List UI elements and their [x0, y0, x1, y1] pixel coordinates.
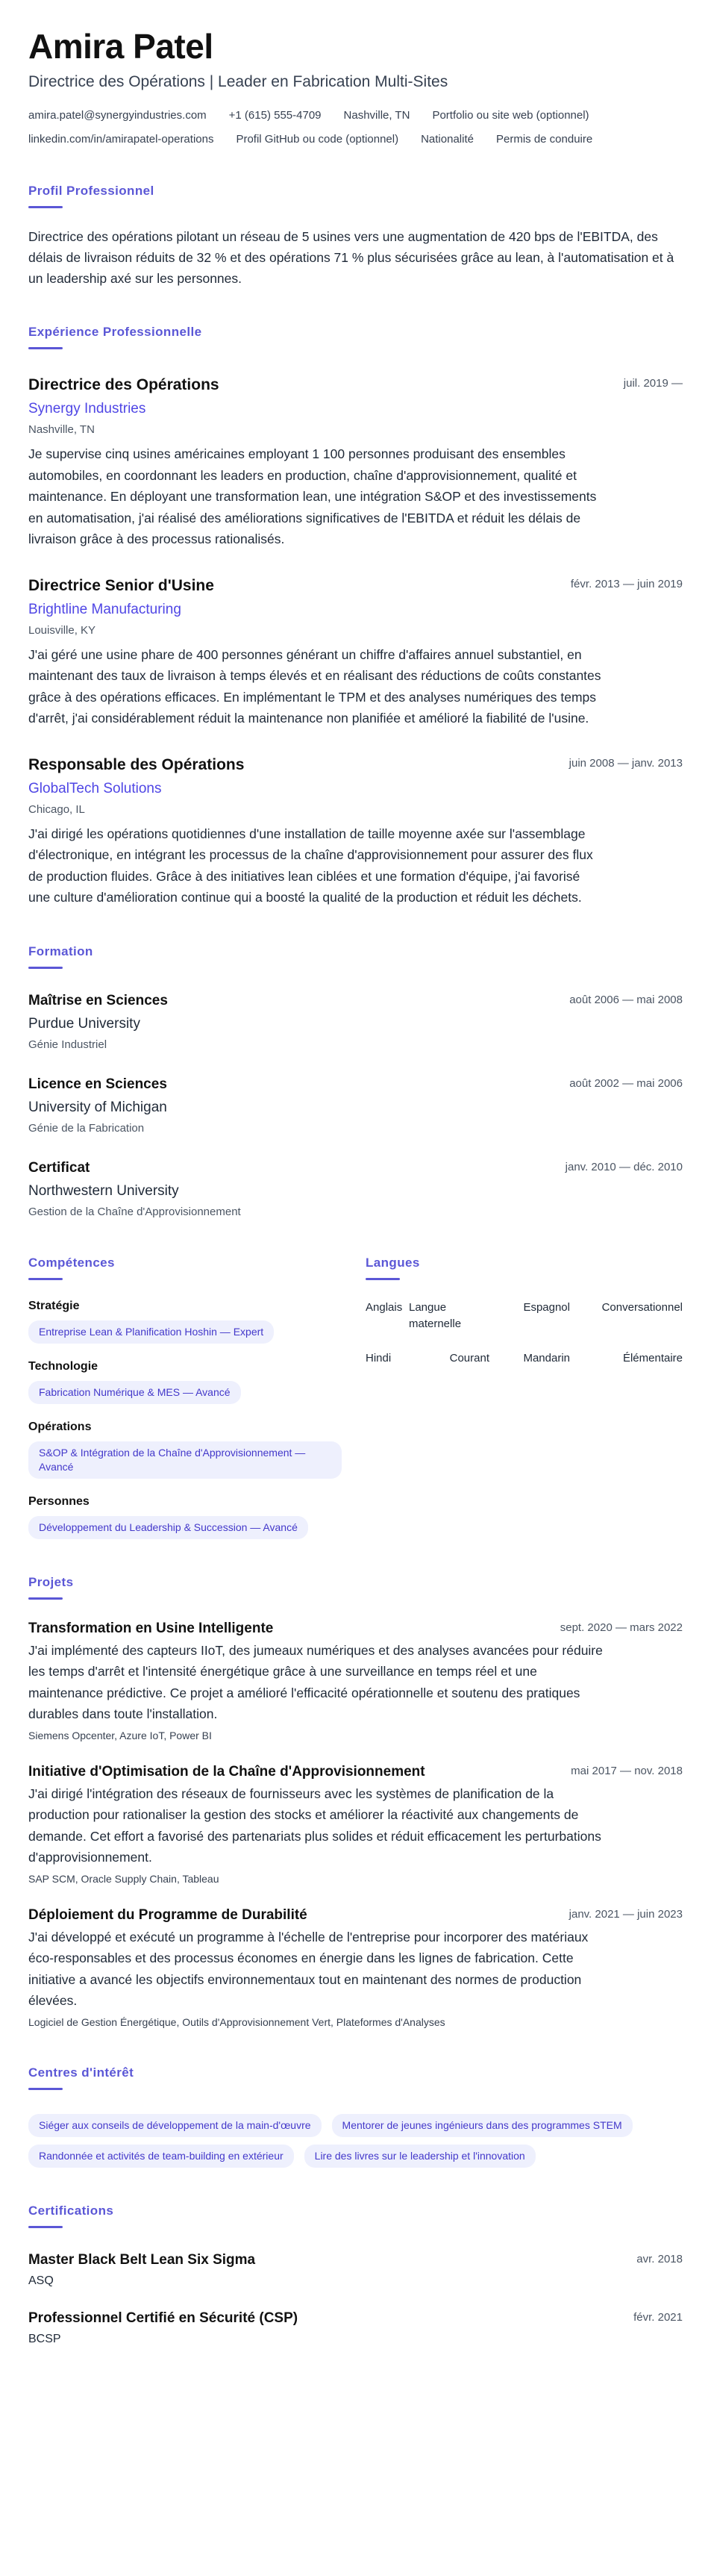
certification-entry [28, 2251, 683, 2289]
project-technologies: SAP SCM, Oracle Supply Chain, Tableau [28, 1872, 219, 1885]
education-field: Génie de la Fabrication [28, 1121, 145, 1135]
certification-date: avr. 2018 [636, 2252, 683, 2265]
skill-category: Technologie [28, 1359, 98, 1373]
education-entry [28, 1158, 683, 1220]
section-divider [366, 1278, 400, 1280]
contact-phone[interactable]: +1 (615) 555-4709 [228, 109, 322, 122]
contact-nationality: Nationalité [421, 133, 474, 146]
skill-category: Personnes [28, 1494, 90, 1508]
certification-entry [28, 2309, 683, 2348]
contact-driving-license: Permis de conduire [495, 133, 593, 146]
skill-chip: S&OP & Intégration de la Chaîne d'Approvisionnement — Avancé [28, 1441, 342, 1479]
certification-issuer: ASQ [28, 2274, 54, 2287]
job-location: Louisville, KY [28, 623, 96, 637]
education-school: Purdue University [28, 1015, 140, 1032]
interests-section [28, 2065, 683, 2168]
education-dates: août 2006 — mai 2008 [569, 993, 683, 1006]
job-dates: juin 2008 — janv. 2013 [569, 756, 683, 770]
education-dates: janv. 2010 — déc. 2010 [565, 1160, 683, 1173]
job-entry [28, 375, 683, 550]
project-dates: janv. 2021 — juin 2023 [569, 1907, 683, 1921]
certifications-section [28, 2204, 683, 2348]
contact-email[interactable]: amira.patel@synergyindustries.com [28, 109, 207, 122]
project-title: Transformation en Usine Intelligente [28, 1620, 274, 1636]
certification-issuer: BCSP [28, 2332, 61, 2345]
skill-chip: Développement du Leadership & Succession — Avancé [28, 1516, 308, 1539]
interest-chip: Lire des livres sur le leadership et l'innovation [304, 2145, 536, 2168]
project-dates: mai 2017 — nov. 2018 [571, 1764, 683, 1777]
certification-name: Professionnel Certifié en Sécurité (CSP) [28, 2310, 298, 2326]
skill-chip: Entreprise Lean & Planification Hoshin — Expert [28, 1320, 274, 1344]
education-entry [28, 991, 683, 1052]
section-divider [28, 2226, 63, 2228]
job-dates: juil. 2019 — [623, 377, 683, 390]
project-entry [28, 1619, 683, 1743]
education-field: Génie Industriel [28, 1038, 107, 1051]
languages-grid [366, 1300, 683, 1367]
section-title: Certifications [28, 2203, 114, 2218]
project-description: J'ai développé et exécuté un programme à l'échelle de l'entreprise pour incorporer des matériaux éco-responsables et des processus économes en énergie dans les lignes de fabrication. Cette initiative a avancé les objectifs environnementaux tout en maintenant des normes de production élevées. [28, 1929, 589, 2008]
education-degree: Certificat [28, 1159, 90, 1176]
section-divider [28, 1597, 63, 1600]
section-divider [28, 206, 63, 208]
certification-date: févr. 2021 [633, 2310, 683, 2324]
language-name: Mandarin [523, 1351, 570, 1365]
education-school: Northwestern University [28, 1182, 179, 1199]
resume-header [28, 25, 683, 148]
headline: Directrice des Opérations | Leader en Fabrication Multi-Sites [28, 73, 448, 90]
interest-chip: Siéger aux conseils de développement de la main-d'œuvre [28, 2114, 322, 2137]
contact-location: Nashville, TN [343, 109, 410, 122]
section-title: Compétences [28, 1255, 115, 1270]
project-title: Initiative d'Optimisation de la Chaîne d'Approvisionnement [28, 1763, 425, 1780]
profile-summary: Directrice des opérations pilotant un réseau de 5 usines vers une augmentation de 420 bps de l'EBITDA, des délais de livraison réduits de 32 % et des opérations 71 % plus sécurisées grâce au lean, à l'automatisation et à un leadership axé sur les personnes. [28, 229, 674, 286]
interests-list [28, 2106, 683, 2168]
skill-chip: Fabrication Numérique & MES — Avancé [28, 1381, 241, 1404]
job-location: Chicago, IL [28, 802, 85, 816]
language-level: Langue maternelle [409, 1300, 462, 1330]
job-entry [28, 755, 683, 908]
project-entry [28, 1762, 683, 1886]
education-dates: août 2002 — mai 2006 [569, 1076, 683, 1090]
interest-chip: Randonnée et activités de team-building en extérieur [28, 2145, 294, 2168]
job-location: Nashville, TN [28, 423, 95, 436]
job-title: Directrice Senior d'Usine [28, 576, 214, 594]
contact-linkedin[interactable]: linkedin.com/in/amirapatel-operations [28, 133, 214, 146]
interest-chip: Mentorer de jeunes ingénieurs dans des programmes STEM [332, 2114, 633, 2137]
languages-section [366, 1256, 683, 1539]
education-degree: Licence en Sciences [28, 1076, 167, 1092]
language-level: Conversationnel [601, 1300, 683, 1314]
section-divider [28, 1278, 63, 1280]
section-divider [28, 967, 63, 969]
job-description: J'ai dirigé les opérations quotidiennes d'une installation de taille moyenne axée sur l'assemblage d'électronique, en intégrant les processus de la chaîne d'approvisionnement pour assurer des flux de production fluides. Grâce à des initiatives lean ciblées et une formation d'équipe, j'ai favorisé une culture d'amélioration continue qui a boosté la qualité de la production et réduit les déchets. [28, 826, 593, 905]
candidate-name: Amira Patel [28, 27, 213, 66]
skills-section [28, 1256, 366, 1539]
education-field: Gestion de la Chaîne d'Approvisionnement [28, 1205, 241, 1218]
skills-languages-row [28, 1256, 683, 1539]
job-company: GlobalTech Solutions [28, 780, 162, 796]
skill-category: Stratégie [28, 1299, 80, 1312]
job-title: Directrice des Opérations [28, 376, 219, 393]
education-degree: Maîtrise en Sciences [28, 992, 168, 1008]
education-section [28, 944, 683, 1220]
education-entry [28, 1075, 683, 1136]
job-company: Synergy Industries [28, 401, 146, 417]
project-technologies: Siemens Opcenter, Azure IoT, Power BI [28, 1729, 212, 1741]
section-title: Projets [28, 1574, 74, 1589]
job-dates: févr. 2013 — juin 2019 [570, 577, 683, 590]
experience-section [28, 325, 683, 908]
job-description: Je supervise cinq usines américaines employant 1 100 personnes produisant des ensembles automobiles, en coordonnant les leaders en production, chaîne d'approvisionnement, qualité et maintenance. En déployant une transformation lean, une intégration S&OP et des investissements en automatisation, j'ai réalisé des améliorations significatives de l'EBITDA et réduit les délais de livraison grâce à des processus rationalisés. [28, 446, 597, 546]
project-entry [28, 1906, 683, 2030]
project-description: J'ai dirigé l'intégration des réseaux de fournisseurs avec les systèmes de planification de la production pour rationaliser la gestion des stocks et améliorer la réactivité aux changements de demande. Cet effort a favorisé des partenariats plus solides et réduit efficacement les perturbations d'approvisionnement. [28, 1786, 601, 1865]
profile-section [28, 184, 683, 289]
section-divider [28, 2088, 63, 2090]
language-name: Hindi [366, 1351, 392, 1365]
section-title: Centres d'intérêt [28, 2065, 134, 2080]
certification-name: Master Black Belt Lean Six Sigma [28, 2251, 256, 2268]
section-title: Profil Professionnel [28, 184, 154, 198]
project-title: Déploiement du Programme de Durabilité [28, 1906, 307, 1923]
projects-section [28, 1575, 683, 2030]
job-company: Brightline Manufacturing [28, 601, 181, 617]
language-name: Espagnol [523, 1300, 570, 1314]
job-description: J'ai géré une usine phare de 400 personnes générant un chiffre d'affaires annuel substantiel, en maintenant des taux de livraison à temps élevés et en réalisant des réductions de coûts constantes grâce à des opérations efficaces. En implémentant le TPM et des analyses numériques des temps d'arrêt, j'ai considérablement réduit la maintenance non planifiée et amélioré la fiabilité de l'usine. [28, 646, 601, 726]
section-title: Formation [28, 944, 93, 958]
job-title: Responsable des Opérations [28, 755, 245, 773]
section-title: Expérience Professionnelle [28, 325, 202, 339]
project-description: J'ai implémenté des capteurs IIoT, des jumeaux numériques et des analyses avancées pour réduire les temps d'arrêt et l'intensité énergétique grâce à une surveillance en temps réel et une maintenance prédictive. Ce projet a amélioré l'efficacité opérationnelle et soutenu des pratiques durables dans toute l'installation. [28, 1642, 603, 1721]
project-dates: sept. 2020 — mars 2022 [560, 1621, 683, 1634]
job-entry [28, 576, 683, 729]
contact-github[interactable]: Profil GitHub ou code (optionnel) [236, 133, 399, 146]
language-name: Anglais [366, 1300, 403, 1314]
language-level: Courant [449, 1351, 489, 1365]
education-school: University of Michigan [28, 1099, 167, 1115]
contact-list [28, 107, 683, 148]
skill-category: Opérations [28, 1420, 92, 1433]
project-technologies: Logiciel de Gestion Énergétique, Outils d'Approvisionnement Vert, Plateformes d'Analyses [28, 2015, 445, 2028]
contact-portfolio[interactable]: Portfolio ou site web (optionnel) [432, 109, 589, 122]
section-title: Langues [366, 1255, 420, 1270]
section-divider [28, 347, 63, 349]
language-level: Élémentaire [622, 1351, 683, 1365]
